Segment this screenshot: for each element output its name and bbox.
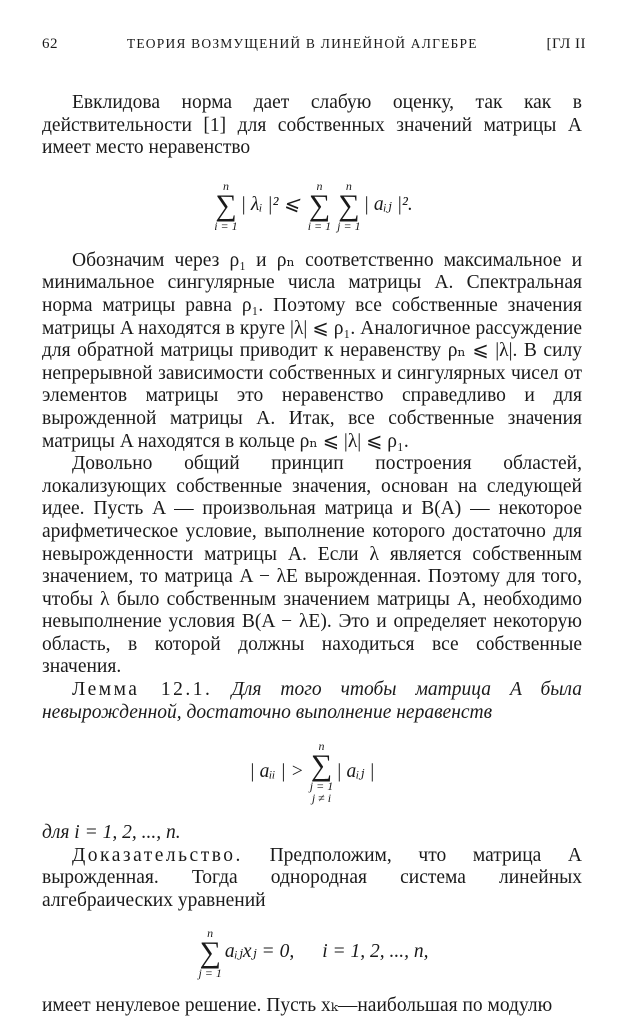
formula-diagonal-dominance <box>42 728 582 816</box>
formula-lhs: | λᵢ |² ⩽ <box>240 194 300 216</box>
lemma-condition: для i = 1, 2, ..., n. <box>42 822 181 844</box>
proof-paragraph <box>42 845 582 913</box>
formula-euclidean-bound <box>42 168 582 244</box>
page-body <box>42 92 582 1017</box>
formula-rhs: | aᵢⱼ | <box>336 760 375 782</box>
proof-label: Доказательство. <box>72 844 243 866</box>
running-title: ТЕОРИЯ ВОЗМУЩЕНИЙ В ЛИНЕЙНОЙ АЛГЕБРЕ <box>126 36 478 51</box>
last-line: имеет ненулевое решение. Пусть xₖ—наибольшая по модулю <box>42 994 553 1016</box>
paragraph-2: Обозначим через ρ₁ и ρₙ соответственно максимальное и минимальное сингулярные числа матрицы A. Спектральная норма матрицы равна ρ₁. Поэтому все собственные значения матрицы A находятся в круге |λ| ⩽ ρ₁. Аналогичное рассуждение для обратной матрицы приводит к неравенству ρₙ ⩽ |λ|. В силу непрерывной зависимости собственных и сингулярных чисел от элементов матрицы это неравенство справедливо и для вырожденной матрицы A. Итак, все собственные значения матрицы A находятся в кольце ρₙ ⩽ |λ| ⩽ ρ₁. <box>42 249 582 452</box>
page-number: 62 <box>42 36 58 52</box>
formula-rhs: | aᵢⱼ |². <box>363 194 413 216</box>
running-header <box>42 36 586 53</box>
proof-text: Предположим, что матрица A вырожденная. Тогда однородная система линейных алгебраических уравнений <box>42 844 583 912</box>
chapter-label: [ГЛ II <box>546 36 586 52</box>
sum-symbol: n ∑ j = 1 j ≠ i <box>309 739 334 806</box>
sum-symbol: n ∑ j = 1 <box>198 925 222 980</box>
lemma-statement: Для того чтобы матрица A была невырожденной, достаточно выполнение неравенств <box>42 679 583 723</box>
formula-linear-system <box>42 917 582 989</box>
sum-symbol: n ∑ j = 1 <box>337 178 361 233</box>
sum-symbol: n ∑ i = 1 <box>307 178 332 233</box>
lemma-paragraph <box>42 679 582 724</box>
lemma-label: Лемма 12.1. <box>72 679 213 701</box>
paragraph-1: Евклидова норма дает слабую оценку, так как в действительности [1] для собственных значений матрицы A имеет место неравенство <box>42 92 582 159</box>
paragraph-3: Довольно общий принцип построения областей, локализующих собственные значения, основан на следующей идее. Пусть A — произвольная матрица и B(A) — некоторое арифметическое условие, выполнение которого достаточно для невырожденности матрицы A. Если λ является собственным значением, то матрица A − λE вырожденная. Поэтому для того, чтобы λ было собственным значением матрицы A, необходимо невыполнение условия B(A − λE). Это и определяет некоторую область, в которой должны находиться все собственные значения. <box>42 453 582 678</box>
sum-symbol: n ∑ i = 1 <box>214 178 238 233</box>
formula-lhs: | aᵢᵢ | > <box>249 760 304 782</box>
formula-range: i = 1, 2, ..., n, <box>322 941 429 963</box>
formula-term: aᵢⱼxⱼ = 0, <box>224 941 295 963</box>
